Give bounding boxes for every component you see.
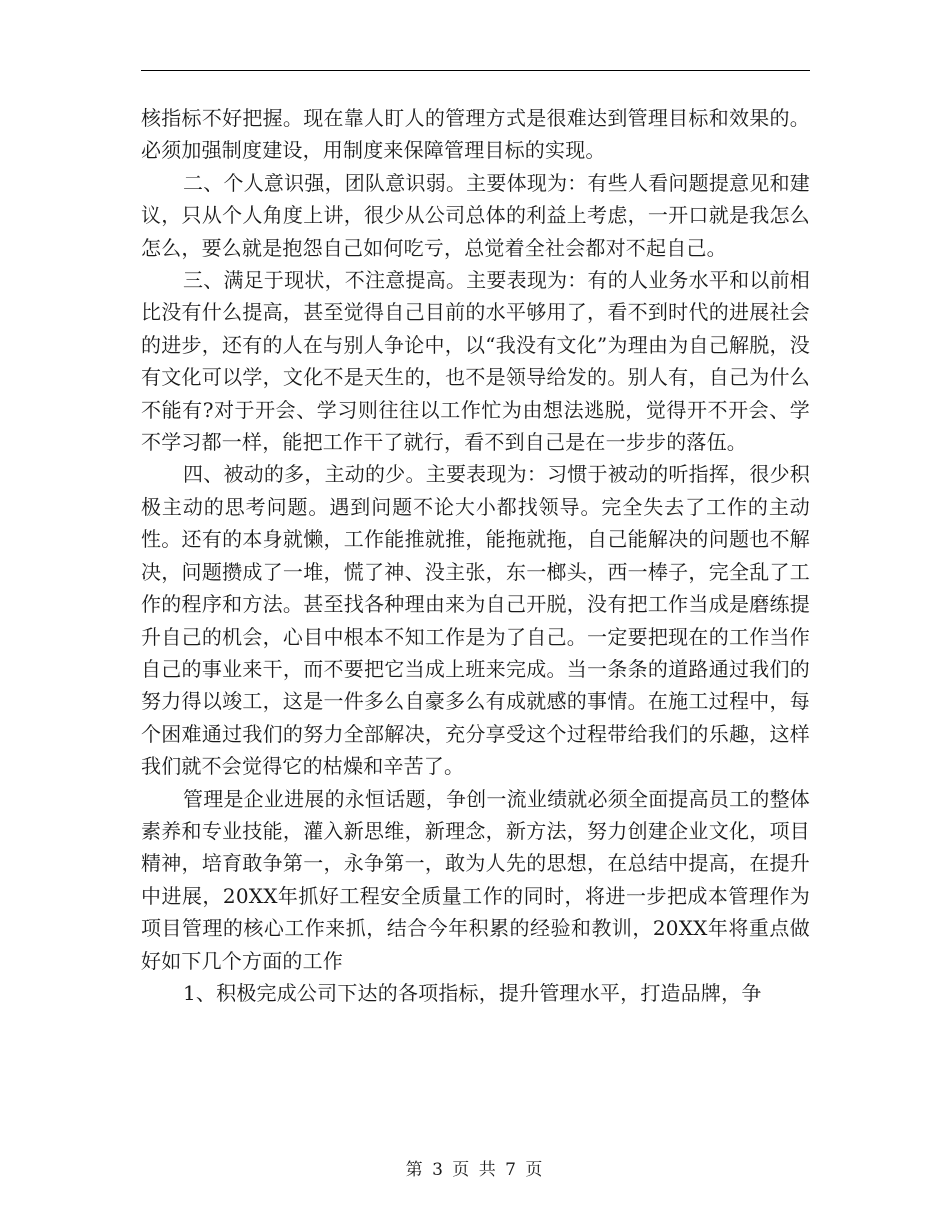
document-body — [141, 102, 810, 1009]
paragraph-1: 核指标不好把握。现在靠人盯人的管理方式是很难达到管理目标和效果的。必须加强制度建设，用制度来保障管理目标的实现。 — [141, 106, 810, 163]
paragraph-4: 四、被动的多，主动的少。主要表现为：习惯于被动的听指挥，很少积极主动的思考问题。遇到问题不论大小都找领导。完全失去了工作的主动性。还有的本身就懒，工作能推就推，能拖就拖，自己能解决的问题也不解决，问题攒成了一堆，慌了神、没主张，东一榔头，西一棒子，完全乱了工作的程序和方法。甚至找各种理由来为自己开脱，没有把工作当成是磨练提升自己的机会，心目中根本不知工作是为了自己。一定要把现在的工作当作自己的事业来干，而不要把它当成上班来完成。当一条条的道路通过我们的努力得以竣工，这是一件多么自豪多么有成就感的事情。在施工过程中，每个困难通过我们的努力全部解决，充分享受这个过程带给我们的乐趣，这样我们就不会觉得它的枯燥和辛苦了。 — [141, 462, 810, 779]
paragraph-5: 管理是企业进展的永恒话题，争创一流业绩就必须全面提高员工的整体素养和专业技能，灌入新思维，新理念，新方法，努力创建企业文化，项目精神，培育敢争第一，永争第一，敢为人先的思想，在总结中提高，在提升中进展，20XX年抓好工程安全质量工作的同时，将进一步把成本管理作为项目管理的核心工作来抓，结合今年积累的经验和教训，20XX年将重点做好如下几个方面的工作 — [141, 786, 810, 973]
page-number-footer: 第 3 页 共 7 页 — [405, 1160, 545, 1180]
paragraph-6: 1、积极完成公司下达的各项指标，提升管理水平，打造品牌，争 — [183, 980, 762, 1005]
paragraph-3: 三、满足于现状，不注意提高。主要表现为：有的人业务水平和以前相比没有什么提高，甚至觉得自己目前的水平够用了，看不到时代的进展社会的进步，还有的人在与别人争论中，以“我没有文化”为理由为自己解脱，没有文化可以学，文化不是天生的，也不是领导给发的。别人有，自己为什么不能有?对于开会、学习则往往以工作忙为由想法逃脱，觉得开不开会、学不学习都一样，能把工作干了就行，看不到自己是在一步步的落伍。 — [141, 268, 810, 455]
paragraph-2: 二、个人意识强，团队意识弱。主要体现为：有些人看问题提意见和建议，只从个人角度上讲，很少从公司总体的利益上考虑，一开口就是我怎么怎么，要么就是抱怨自己如何吃亏，总觉着全社会都对不起自己。 — [141, 170, 810, 260]
header-rule — [141, 70, 810, 71]
